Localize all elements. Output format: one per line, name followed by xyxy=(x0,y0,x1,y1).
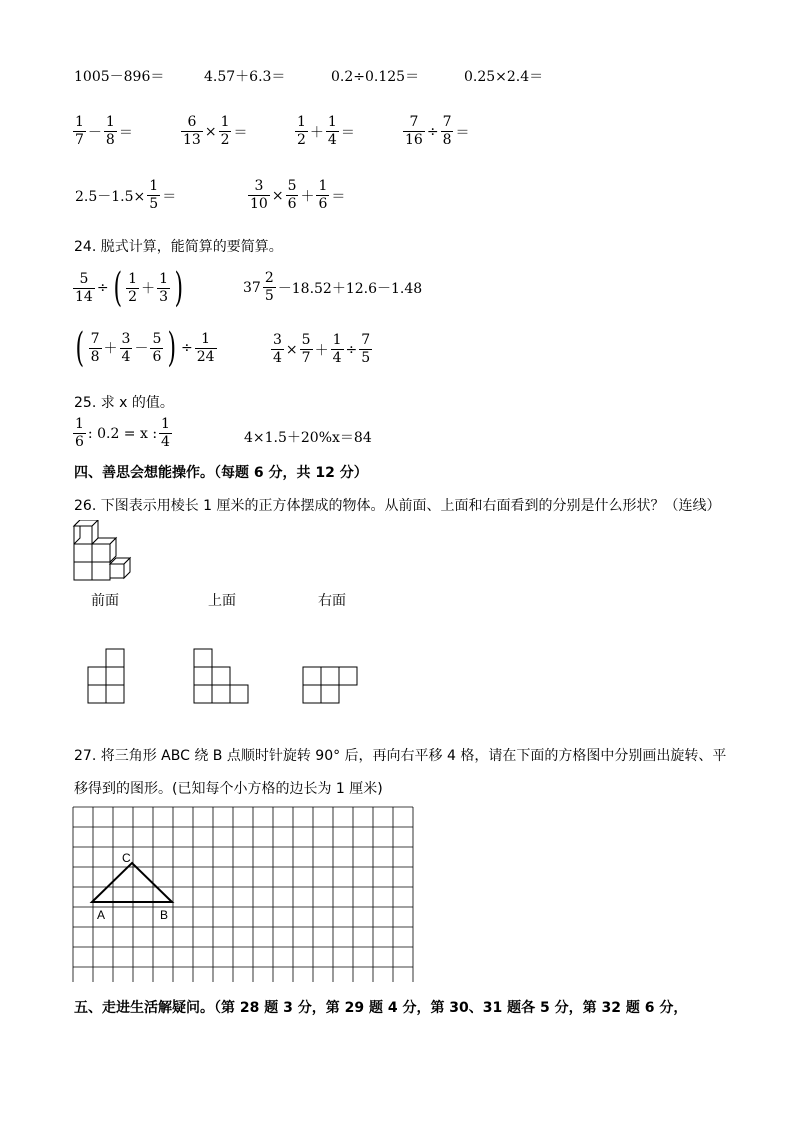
q24-title: 24. 脱式计算，能简算的要简算。 xyxy=(74,239,283,255)
oral-fraction-1: $\frac{1}{7}$ － $\frac{1}{8}$ ＝ xyxy=(75,114,133,148)
q24-expr-2: 37 $\frac{2}{5}$ －18.52＋12.6－1.48 xyxy=(243,270,423,304)
cube-stack-figure xyxy=(72,520,138,582)
label-c: C xyxy=(122,851,131,865)
view-label-top: 上面 xyxy=(208,593,236,609)
view-label-right: 右面 xyxy=(318,593,346,609)
oral-mixed-2: $\frac{3}{10}$ × $\frac{5}{6}$ ＋ $\frac{1}{6}$ ＝ xyxy=(250,178,346,212)
oral-fraction-2: $\frac{6}{13}$ × $\frac{1}{2}$ ＝ xyxy=(183,114,248,148)
oral-item-4: 0.25×2.4＝ xyxy=(464,69,544,85)
q25-title: 25. 求 x 的值。 xyxy=(74,395,174,411)
triangle-abc xyxy=(92,863,172,902)
oral-fraction-4: $\frac{7}{16}$ ÷ $\frac{7}{8}$ ＝ xyxy=(405,114,470,148)
q25-expr-1: $\frac{1}{6}$ : 0.2 = x : $\frac{1}{4}$ xyxy=(75,416,170,450)
section-5-heading: 五、走进生活解疑问。（第 28 题 3 分，第 29 题 4 分，第 30、31 题各 5 分，第 32 题 6 分， xyxy=(74,1000,688,1016)
grid-figure xyxy=(72,806,416,982)
view-label-front: 前面 xyxy=(91,593,119,609)
q26-title: 26. 下图表示用棱长 1 厘米的正方体摆成的物体。从前面、上面和右面看到的分别是什么形状？（连线） xyxy=(74,498,721,514)
q27-line-2: 移得到的图形。(已知每个小方格的边长为 1 厘米) xyxy=(74,781,383,797)
oral-mixed-1: 2.5－1.5× $\frac{1}{5}$ ＝ xyxy=(75,178,177,212)
section-4-heading: 四、善思会想能操作。（每题 6 分，共 12 分） xyxy=(74,465,368,481)
oral-fraction-3: $\frac{1}{2}$ ＋ $\frac{1}{4}$ ＝ xyxy=(297,114,355,148)
q24-expr-3: ( $\frac{7}{8}$ ＋ $\frac{3}{4}$ － $\frac{5}{6}$ ) ÷ $\frac{1}{24}$ xyxy=(75,325,215,371)
oral-item-1: 1005－896＝ xyxy=(74,69,165,85)
q25-expr-2: 4×1.5＋20%x＝84 xyxy=(244,430,372,446)
oral-item-3: 0.2÷0.125＝ xyxy=(331,69,420,85)
q24-expr-4: $\frac{3}{4}$ × $\frac{5}{7}$ ＋ $\frac{1}{4}$ ÷ $\frac{7}{5}$ xyxy=(273,332,371,366)
q27-line-1: 27. 将三角形 ABC 绕 B 点顺时针旋转 90° 后，再向右平移 4 格，请在下面的方格图中分别画出旋转、平 xyxy=(74,748,727,764)
label-a: A xyxy=(97,908,106,922)
q24-expr-1: $\frac{5}{14}$ ÷ ( $\frac{1}{2}$ ＋ $\frac{1}{3}$ ) xyxy=(75,265,184,311)
label-b: B xyxy=(160,908,169,922)
view-shapes xyxy=(80,645,380,710)
oral-item-2: 4.57＋6.3＝ xyxy=(204,69,286,85)
